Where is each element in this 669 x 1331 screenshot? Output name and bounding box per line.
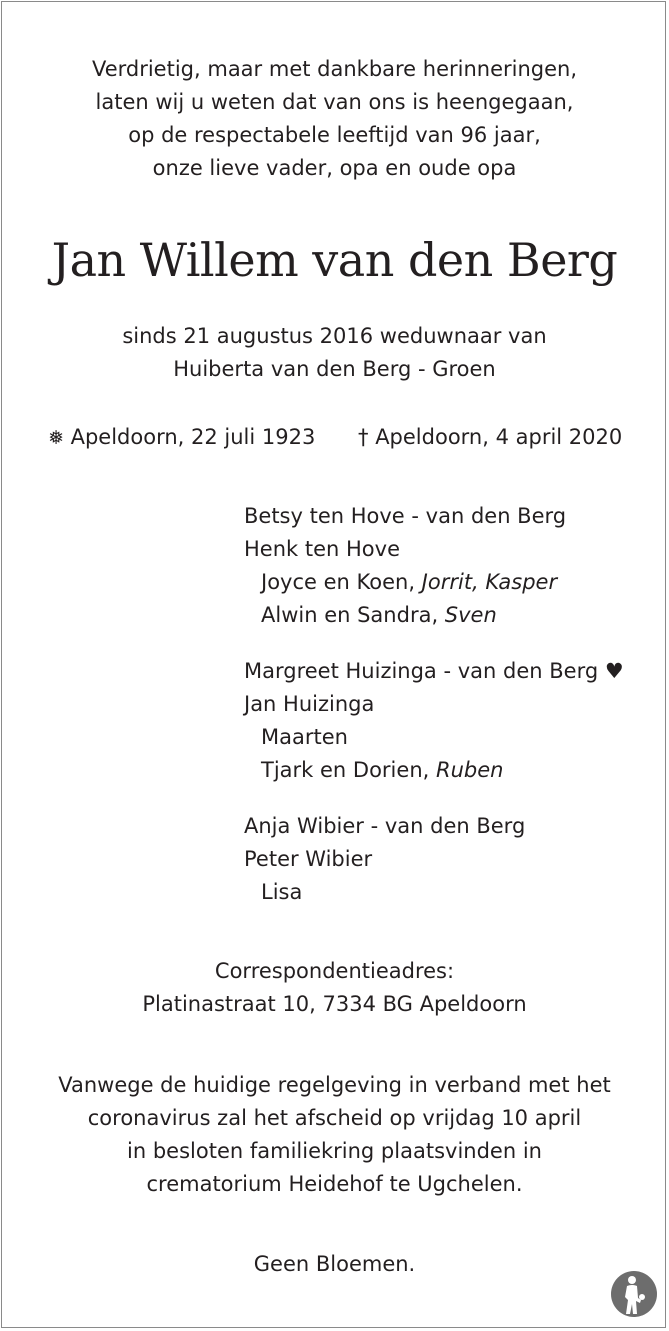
death-text: Apeldoorn, 4 april 2020	[375, 425, 623, 449]
intro-line-1: Verdrietig, maar met dankbare herinneringen,	[91, 57, 578, 81]
family-2-line-1	[244, 655, 624, 688]
family-1-line-3	[261, 566, 557, 599]
family-2-line-4	[261, 754, 503, 787]
memorial-logo-icon	[610, 1270, 658, 1318]
intro-line-2: laten wij u weten dat van ons is heengegaan,	[95, 90, 574, 114]
deceased-name: Jan Willem van den Berg	[51, 233, 618, 287]
family-1-line-3-names: Joyce en Koen,	[261, 570, 422, 594]
family-1-line-3-children: Jorrit, Kasper	[421, 570, 558, 594]
family-2-line-1-text: Margreet Huizinga - van den Berg	[244, 659, 599, 683]
family-3-line-1: Anja Wibier - van den Berg	[244, 814, 526, 838]
widower-line-2: Huiberta van den Berg - Groen	[173, 357, 496, 381]
family-2-line-4-names: Tjark en Dorien,	[261, 758, 436, 782]
family-1-line-4-children: Sven	[444, 603, 497, 627]
family-3-line-3: Lisa	[261, 880, 303, 904]
correspondence-address: Platinastraat 10, 7334 BG Apeldoorn	[142, 992, 527, 1016]
notice-line-4: crematorium Heidehof te Ugchelen.	[146, 1172, 523, 1196]
family-1-line-4	[261, 599, 497, 632]
correspondence-label: Correspondentieadres:	[214, 959, 455, 983]
family-1-line-4-names: Alwin en Sandra,	[261, 603, 445, 627]
death-cross-icon: †	[358, 425, 369, 449]
birth-star-icon: ❅	[48, 427, 64, 449]
closing-text: Geen Bloemen.	[253, 1252, 416, 1276]
family-2-line-3: Maarten	[261, 725, 348, 749]
intro-line-4: onze lieve vader, opa en oude opa	[152, 156, 517, 180]
birth-text: Apeldoorn, 22 juli 1923	[70, 425, 316, 449]
notice-line-3: in besloten familiekring plaatsvinden in	[127, 1139, 542, 1163]
family-3-line-2: Peter Wibier	[244, 847, 373, 871]
birth-info	[48, 421, 315, 455]
widower-line-1: sinds 21 augustus 2016 weduwnaar van	[122, 324, 547, 348]
death-info	[358, 421, 622, 454]
notice-line-1: Vanwege de huidige regelgeving in verband met het	[58, 1073, 611, 1097]
heart-icon: ♥	[604, 659, 624, 683]
intro-line-3: op de respectabele leeftijd van 96 jaar,	[128, 123, 541, 147]
family-2-line-4-children: Ruben	[435, 758, 504, 782]
family-1-line-2: Henk ten Hove	[244, 537, 400, 561]
family-1-line-1: Betsy ten Hove - van den Berg	[244, 504, 567, 528]
notice-line-2: coronavirus zal het afscheid op vrijdag 10 april	[87, 1106, 582, 1130]
family-2-line-2: Jan Huizinga	[244, 692, 375, 716]
